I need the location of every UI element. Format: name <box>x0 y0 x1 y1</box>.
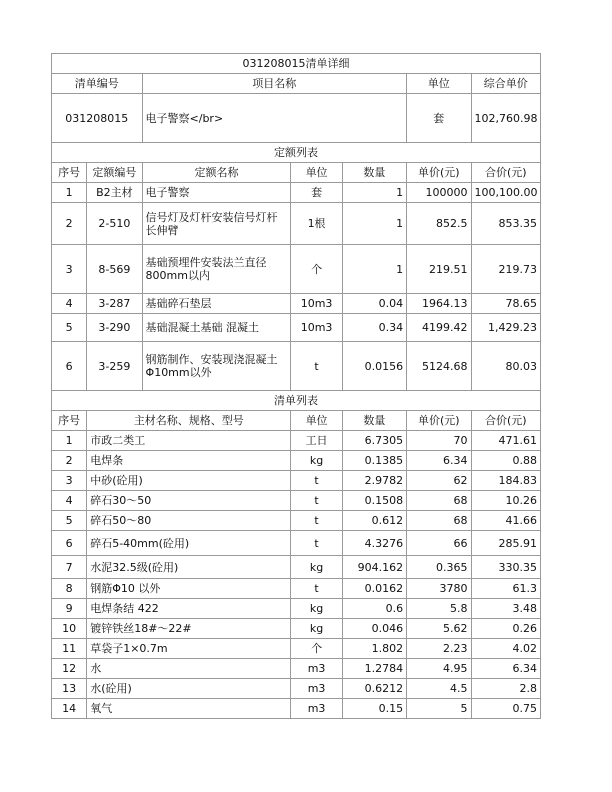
material-no: 14 <box>52 699 87 719</box>
material-row <box>52 699 541 719</box>
material-no: 5 <box>52 511 87 531</box>
material-qty: 0.612 <box>342 511 406 531</box>
quota-row <box>52 294 541 314</box>
material-total: 330.35 <box>471 556 541 579</box>
quota-code: B2主材 <box>87 183 142 203</box>
material-unit: t <box>291 531 342 556</box>
quota-name: 基础预埋件安装法兰直径800mm以内 <box>142 245 291 294</box>
material-qty: 6.7305 <box>342 431 406 451</box>
quota-no: 6 <box>52 342 87 391</box>
material-unit: t <box>291 491 342 511</box>
material-unit: t <box>291 471 342 491</box>
material-qty: 0.6212 <box>342 679 406 699</box>
material-qty-header: 数量 <box>342 411 406 431</box>
material-row <box>52 679 541 699</box>
material-no: 2 <box>52 451 87 471</box>
bill-price: 102,760.98 <box>471 94 541 143</box>
material-name: 草袋子1×0.7m <box>87 639 291 659</box>
material-name: 中砂(砼用) <box>87 471 291 491</box>
quota-no: 4 <box>52 294 87 314</box>
material-total: 4.02 <box>471 639 541 659</box>
material-no: 11 <box>52 639 87 659</box>
material-section-title: 清单列表 <box>52 391 541 411</box>
quota-price: 100000 <box>407 183 471 203</box>
quota-code: 2-510 <box>87 203 142 245</box>
material-name: 碎石30～50 <box>87 491 291 511</box>
material-unit: m3 <box>291 699 342 719</box>
material-price: 5 <box>407 699 471 719</box>
material-unit: 工日 <box>291 431 342 451</box>
quota-qty: 1 <box>342 245 406 294</box>
material-name: 市政二类工 <box>87 431 291 451</box>
material-qty: 0.1508 <box>342 491 406 511</box>
material-price: 4.95 <box>407 659 471 679</box>
material-row <box>52 511 541 531</box>
quota-total: 1,429.23 <box>471 314 541 342</box>
quota-qty-header: 数量 <box>342 163 406 183</box>
quota-price: 5124.68 <box>407 342 471 391</box>
quota-name-header: 定额名称 <box>142 163 291 183</box>
quota-price: 852.5 <box>407 203 471 245</box>
material-total: 61.3 <box>471 579 541 599</box>
material-no: 12 <box>52 659 87 679</box>
material-name: 氧气 <box>87 699 291 719</box>
material-price-header: 单价(元) <box>407 411 471 431</box>
material-qty: 0.6 <box>342 599 406 619</box>
table-title: 031208015清单详细 <box>52 54 541 74</box>
quota-unit: 10m3 <box>291 294 342 314</box>
material-row <box>52 531 541 556</box>
bill-code-header: 清单编号 <box>52 74 143 94</box>
material-total: 471.61 <box>471 431 541 451</box>
quota-code: 3-287 <box>87 294 142 314</box>
detail-table <box>51 53 541 719</box>
material-unit-header: 单位 <box>291 411 342 431</box>
material-no: 1 <box>52 431 87 451</box>
material-name: 电焊条结 422 <box>87 599 291 619</box>
material-row <box>52 556 541 579</box>
material-price: 6.34 <box>407 451 471 471</box>
material-price: 5.62 <box>407 619 471 639</box>
quota-code: 3-259 <box>87 342 142 391</box>
material-no: 4 <box>52 491 87 511</box>
quota-total: 78.65 <box>471 294 541 314</box>
material-no: 3 <box>52 471 87 491</box>
material-no: 9 <box>52 599 87 619</box>
material-qty: 0.1385 <box>342 451 406 471</box>
quota-no: 3 <box>52 245 87 294</box>
bill-unit-header: 单位 <box>407 74 471 94</box>
material-name: 碎石50～80 <box>87 511 291 531</box>
material-name: 水 <box>87 659 291 679</box>
material-name: 电焊条 <box>87 451 291 471</box>
material-no: 10 <box>52 619 87 639</box>
quota-code: 3-290 <box>87 314 142 342</box>
material-unit: 个 <box>291 639 342 659</box>
material-qty: 4.3276 <box>342 531 406 556</box>
quota-row <box>52 342 541 391</box>
material-qty: 1.2784 <box>342 659 406 679</box>
material-total: 10.26 <box>471 491 541 511</box>
material-total: 0.75 <box>471 699 541 719</box>
quota-unit: 1根 <box>291 203 342 245</box>
quota-no: 2 <box>52 203 87 245</box>
material-price: 5.8 <box>407 599 471 619</box>
material-row <box>52 579 541 599</box>
quota-total: 80.03 <box>471 342 541 391</box>
material-price: 3780 <box>407 579 471 599</box>
material-total: 2.8 <box>471 679 541 699</box>
bill-name: 电子警察</br> <box>142 94 407 143</box>
material-row <box>52 451 541 471</box>
material-no: 8 <box>52 579 87 599</box>
bill-code: 031208015 <box>52 94 143 143</box>
quota-total: 853.35 <box>471 203 541 245</box>
quota-section-title: 定额列表 <box>52 143 541 163</box>
quota-price: 4199.42 <box>407 314 471 342</box>
material-price: 66 <box>407 531 471 556</box>
material-row <box>52 431 541 451</box>
quota-unit: 10m3 <box>291 314 342 342</box>
material-name: 镀锌铁丝18#～22# <box>87 619 291 639</box>
material-row <box>52 471 541 491</box>
bill-price-header: 综合单价 <box>471 74 541 94</box>
material-qty: 1.802 <box>342 639 406 659</box>
material-total: 285.91 <box>471 531 541 556</box>
quota-total: 100,100.00 <box>471 183 541 203</box>
material-qty: 0.046 <box>342 619 406 639</box>
material-no-header: 序号 <box>52 411 87 431</box>
material-price: 68 <box>407 491 471 511</box>
material-unit: kg <box>291 619 342 639</box>
material-name: 水泥32.5级(砼用) <box>87 556 291 579</box>
quota-no: 5 <box>52 314 87 342</box>
material-unit: kg <box>291 451 342 471</box>
material-total: 0.88 <box>471 451 541 471</box>
quota-total-header: 合价(元) <box>471 163 541 183</box>
quota-price-header: 单价(元) <box>407 163 471 183</box>
bill-name-header: 项目名称 <box>142 74 407 94</box>
material-row <box>52 491 541 511</box>
quota-name: 电子警察 <box>142 183 291 203</box>
material-total-header: 合价(元) <box>471 411 541 431</box>
quota-price: 1964.13 <box>407 294 471 314</box>
material-total: 0.26 <box>471 619 541 639</box>
material-row <box>52 619 541 639</box>
bill-unit: 套 <box>407 94 471 143</box>
quota-name: 钢筋制作、安装现浇混凝土Φ10mm以外 <box>142 342 291 391</box>
quota-row <box>52 183 541 203</box>
quota-no-header: 序号 <box>52 163 87 183</box>
quota-qty: 0.0156 <box>342 342 406 391</box>
quota-unit-header: 单位 <box>291 163 342 183</box>
material-row <box>52 659 541 679</box>
material-no: 6 <box>52 531 87 556</box>
material-total: 6.34 <box>471 659 541 679</box>
material-name: 水(砼用) <box>87 679 291 699</box>
material-qty: 0.15 <box>342 699 406 719</box>
material-no: 7 <box>52 556 87 579</box>
material-name-header: 主材名称、规格、型号 <box>87 411 291 431</box>
quota-unit: 个 <box>291 245 342 294</box>
material-unit: kg <box>291 599 342 619</box>
quota-name: 信号灯及灯杆安装信号灯杆长伸臂 <box>142 203 291 245</box>
quota-total: 219.73 <box>471 245 541 294</box>
quota-qty: 0.04 <box>342 294 406 314</box>
material-name: 钢筋Φ10 以外 <box>87 579 291 599</box>
material-price: 62 <box>407 471 471 491</box>
material-price: 68 <box>407 511 471 531</box>
material-qty: 2.9782 <box>342 471 406 491</box>
quota-code-header: 定额编号 <box>87 163 142 183</box>
material-qty: 0.0162 <box>342 579 406 599</box>
quota-unit: t <box>291 342 342 391</box>
material-price: 70 <box>407 431 471 451</box>
quota-name: 基础混凝土基础 混凝土 <box>142 314 291 342</box>
material-unit: t <box>291 579 342 599</box>
material-total: 184.83 <box>471 471 541 491</box>
material-row <box>52 639 541 659</box>
quota-row <box>52 203 541 245</box>
material-total: 3.48 <box>471 599 541 619</box>
material-name: 碎石5-40mm(砼用) <box>87 531 291 556</box>
quota-code: 8-569 <box>87 245 142 294</box>
material-row <box>52 599 541 619</box>
material-total: 41.66 <box>471 511 541 531</box>
quota-price: 219.51 <box>407 245 471 294</box>
material-unit: m3 <box>291 659 342 679</box>
material-price: 4.5 <box>407 679 471 699</box>
material-qty: 904.162 <box>342 556 406 579</box>
quota-no: 1 <box>52 183 87 203</box>
quota-unit: 套 <box>291 183 342 203</box>
quota-qty: 0.34 <box>342 314 406 342</box>
quota-qty: 1 <box>342 183 406 203</box>
quota-row <box>52 245 541 294</box>
material-price: 0.365 <box>407 556 471 579</box>
quota-qty: 1 <box>342 203 406 245</box>
material-unit: t <box>291 511 342 531</box>
quota-name: 基础碎石垫层 <box>142 294 291 314</box>
material-unit: m3 <box>291 679 342 699</box>
quota-row <box>52 314 541 342</box>
material-no: 13 <box>52 679 87 699</box>
material-price: 2.23 <box>407 639 471 659</box>
material-unit: kg <box>291 556 342 579</box>
